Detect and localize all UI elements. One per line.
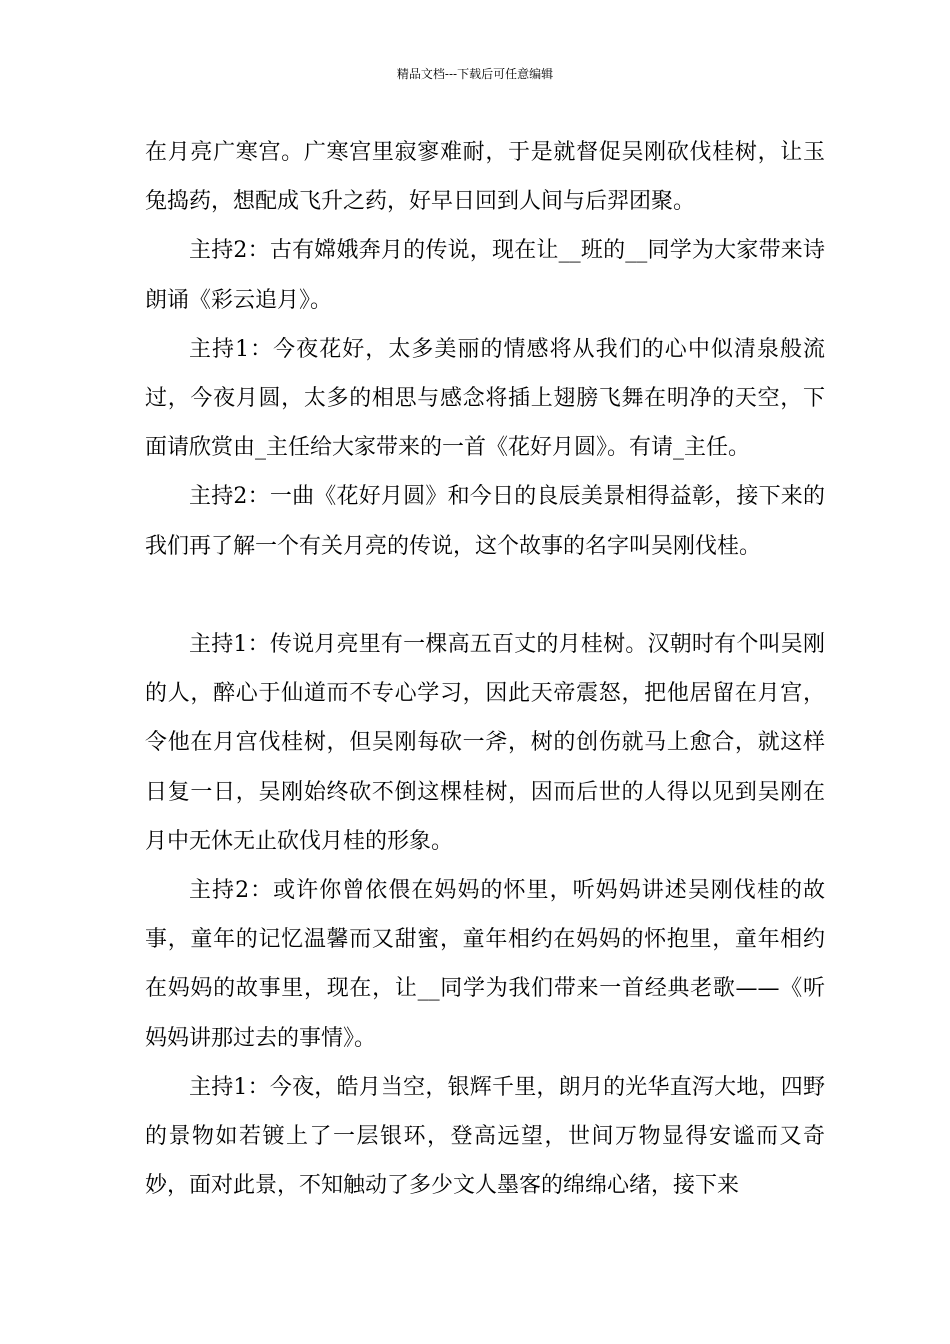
paragraph-7: 主持1：今夜，皓月当空，银辉千里，朗月的光华直泻大地，四野的景物如若镀上了一层银环，登高远望，世间万物显得安谧而又奇妙，面对此景，不知触动了多少文人墨客的绵绵心绪，接下来: [145, 1074, 825, 1199]
paragraph-1: 在月亮广寒宫。广寒宫里寂寥难耐，于是就督促吴刚砍伐桂树，让玉兔捣药，想配成飞升之药，好早日回到人间与后羿团聚。: [145, 140, 825, 215]
document-body: [145, 128, 825, 1210]
paragraph-4: 主持2：一曲《花好月圆》和今日的良辰美景相得益彰，接下来的我们再了解一个有关月亮的传说，这个故事的名字叫吴刚伐桂。: [145, 484, 825, 559]
paragraph-3: 主持1：今夜花好，太多美丽的情感将从我们的心中似清泉般流过，今夜月圆，太多的相思与感念将插上翅膀飞舞在明净的天空，下面请欣赏由_主任给大家带来的一首《花好月圆》。有请_主任。: [145, 336, 825, 461]
page-header: 精品文档---下载后可任意编辑: [396, 67, 554, 81]
paragraph-2: 主持2：古有嫦娥奔月的传说，现在让__班的__同学为大家带来诗朗诵《彩云追月》。: [145, 238, 825, 313]
paragraph-6: 主持2：或许你曾依偎在妈妈的怀里，听妈妈讲述吴刚伐桂的故事，童年的记忆温馨而又甜蜜，童年相约在妈妈的怀抱里，童年相约在妈妈的故事里，现在，让__同学为我们带来一首经典老歌——《听妈妈讲那过去的事情》。: [145, 878, 825, 1051]
paragraph-5: 主持1：传说月亮里有一棵高五百丈的月桂树。汉朝时有个叫吴刚的人，醉心于仙道而不专心学习，因此天帝震怒，把他居留在月宫，令他在月宫伐桂树，但吴刚每砍一斧，树的创伤就马上愈合，就这样日复一日，吴刚始终砍不倒这棵桂树，因而后世的人得以见到吴刚在月中无休无止砍伐月桂的形象。: [145, 632, 825, 854]
